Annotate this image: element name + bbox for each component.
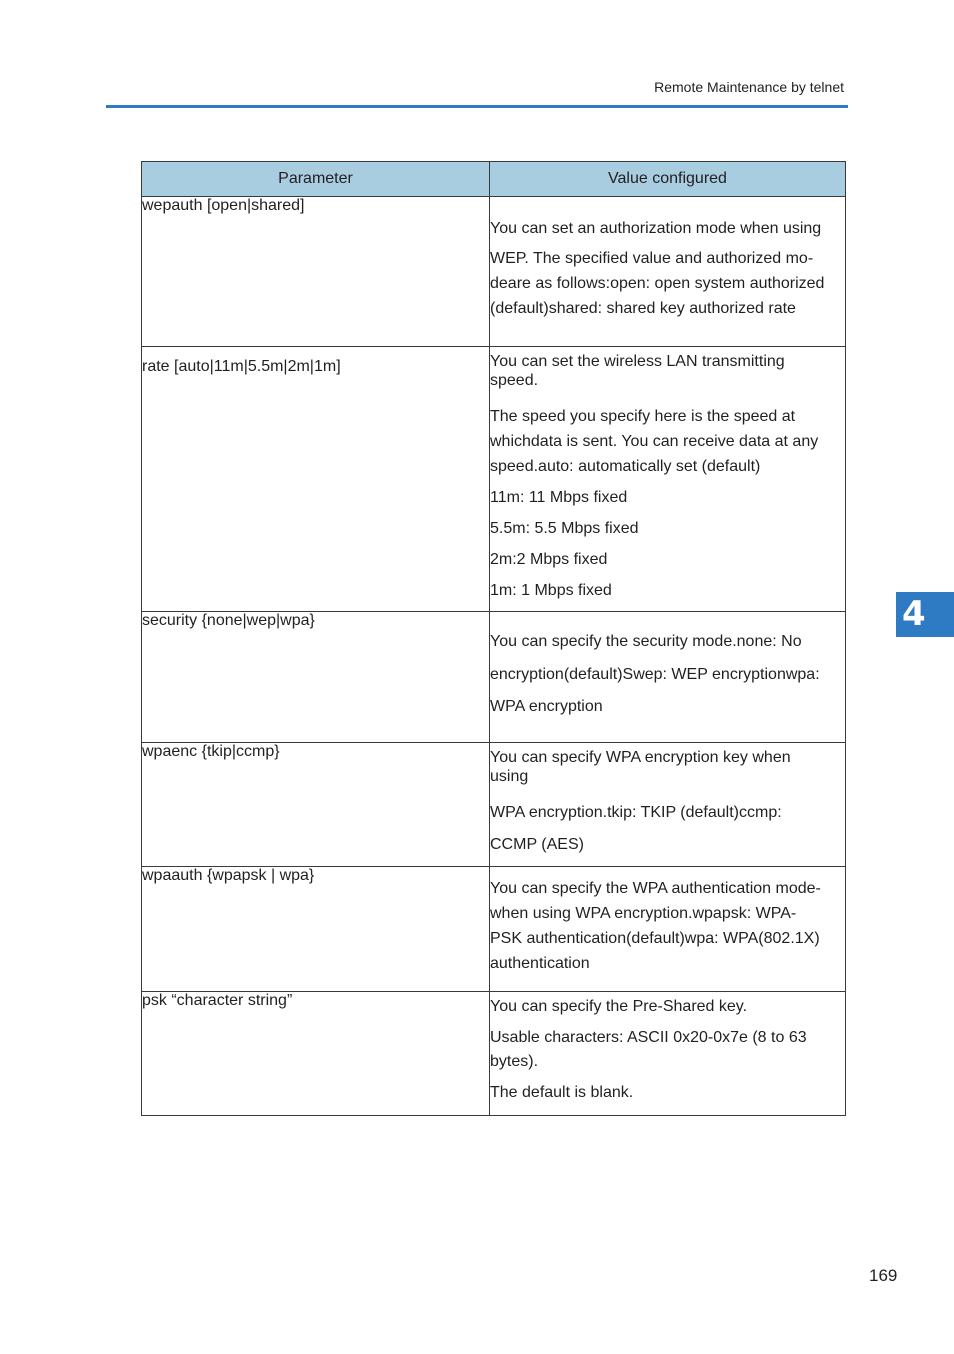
value-line: CCMP (AES) [490,836,584,853]
value-line: bytes). [490,1053,539,1070]
value-line: You can specify WPA encryption key when [490,749,791,766]
value-cell [490,992,846,1116]
parameter-name: wpaauth {wpapsk | wpa} [142,867,315,884]
parameter-name: wepauth [open|shared] [142,197,305,214]
value-line: You can specify the WPA authentication mode- [490,880,821,897]
parameter-cell [142,612,490,743]
value-line: WEP. The specified value and authorized mo- [490,250,814,267]
parameter-cell [142,197,490,347]
value-line: WPA encryption.tkip: TKIP (default)ccmp: [490,804,782,821]
table-row [142,867,846,992]
table-header-row [142,162,846,197]
table-row [142,347,846,612]
chapter-tab: 4 [896,592,954,637]
value-line: Usable characters: ASCII 0x20-0x7e (8 to 63 [490,1029,807,1046]
column-header-parameter: Parameter [142,162,490,197]
value-line: 1m: 1 Mbps fixed [490,582,612,599]
value-line: 5.5m: 5.5 Mbps fixed [490,520,639,537]
value-cell [490,347,846,612]
value-line: (default)shared: shared key authorized rate [490,300,796,317]
parameter-cell [142,743,490,867]
parameter-name: psk “character string” [142,992,293,1009]
value-line: deare as follows:open: open system authorized [490,275,825,292]
table-row [142,992,846,1116]
value-line: You can specify the Pre-Shared key. [490,998,748,1015]
running-head: Remote Maintenance by telnet [654,79,844,95]
parameter-cell [142,867,490,992]
value-line: whichdata is sent. You can receive data at any [490,433,819,450]
value-line: The speed you specify here is the speed at [490,408,796,425]
header-rule [106,105,848,108]
value-line: PSK authentication(default)wpa: WPA(802.1X) [490,930,820,947]
parameter-name: security {none|wep|wpa} [142,612,315,629]
parameter-table [141,161,846,1116]
table-row [142,743,846,867]
value-cell [490,197,846,347]
value-line: You can set the wireless LAN transmitting [490,353,785,370]
value-cell [490,867,846,992]
value-line: using [490,768,529,785]
value-line: 11m: 11 Mbps fixed [490,489,628,506]
parameter-name: wpaenc {tkip|ccmp} [142,743,280,760]
value-line: The default is blank. [490,1084,634,1101]
value-line: when using WPA encryption.wpapsk: WPA- [490,905,797,922]
value-line: authentication [490,955,590,972]
parameter-cell [142,347,490,612]
page-number: 169 [869,1266,898,1285]
table-row [142,612,846,743]
value-cell [490,743,846,867]
value-line: You can set an authorization mode when using [490,220,822,237]
column-header-value: Value configured [490,162,846,197]
value-line: You can specify the security mode.none: No [490,633,802,650]
parameter-name: rate [auto|11m|5.5m|2m|1m] [142,358,341,375]
value-line: WPA encryption [490,698,603,715]
table-row [142,197,846,347]
value-line: encryption(default)Swep: WEP encryptionwpa: [490,666,820,683]
value-line: 2m:2 Mbps fixed [490,551,608,568]
parameter-cell [142,992,490,1116]
value-cell [490,612,846,743]
value-line: speed. [490,372,539,389]
value-line: speed.auto: automatically set (default) [490,458,761,475]
